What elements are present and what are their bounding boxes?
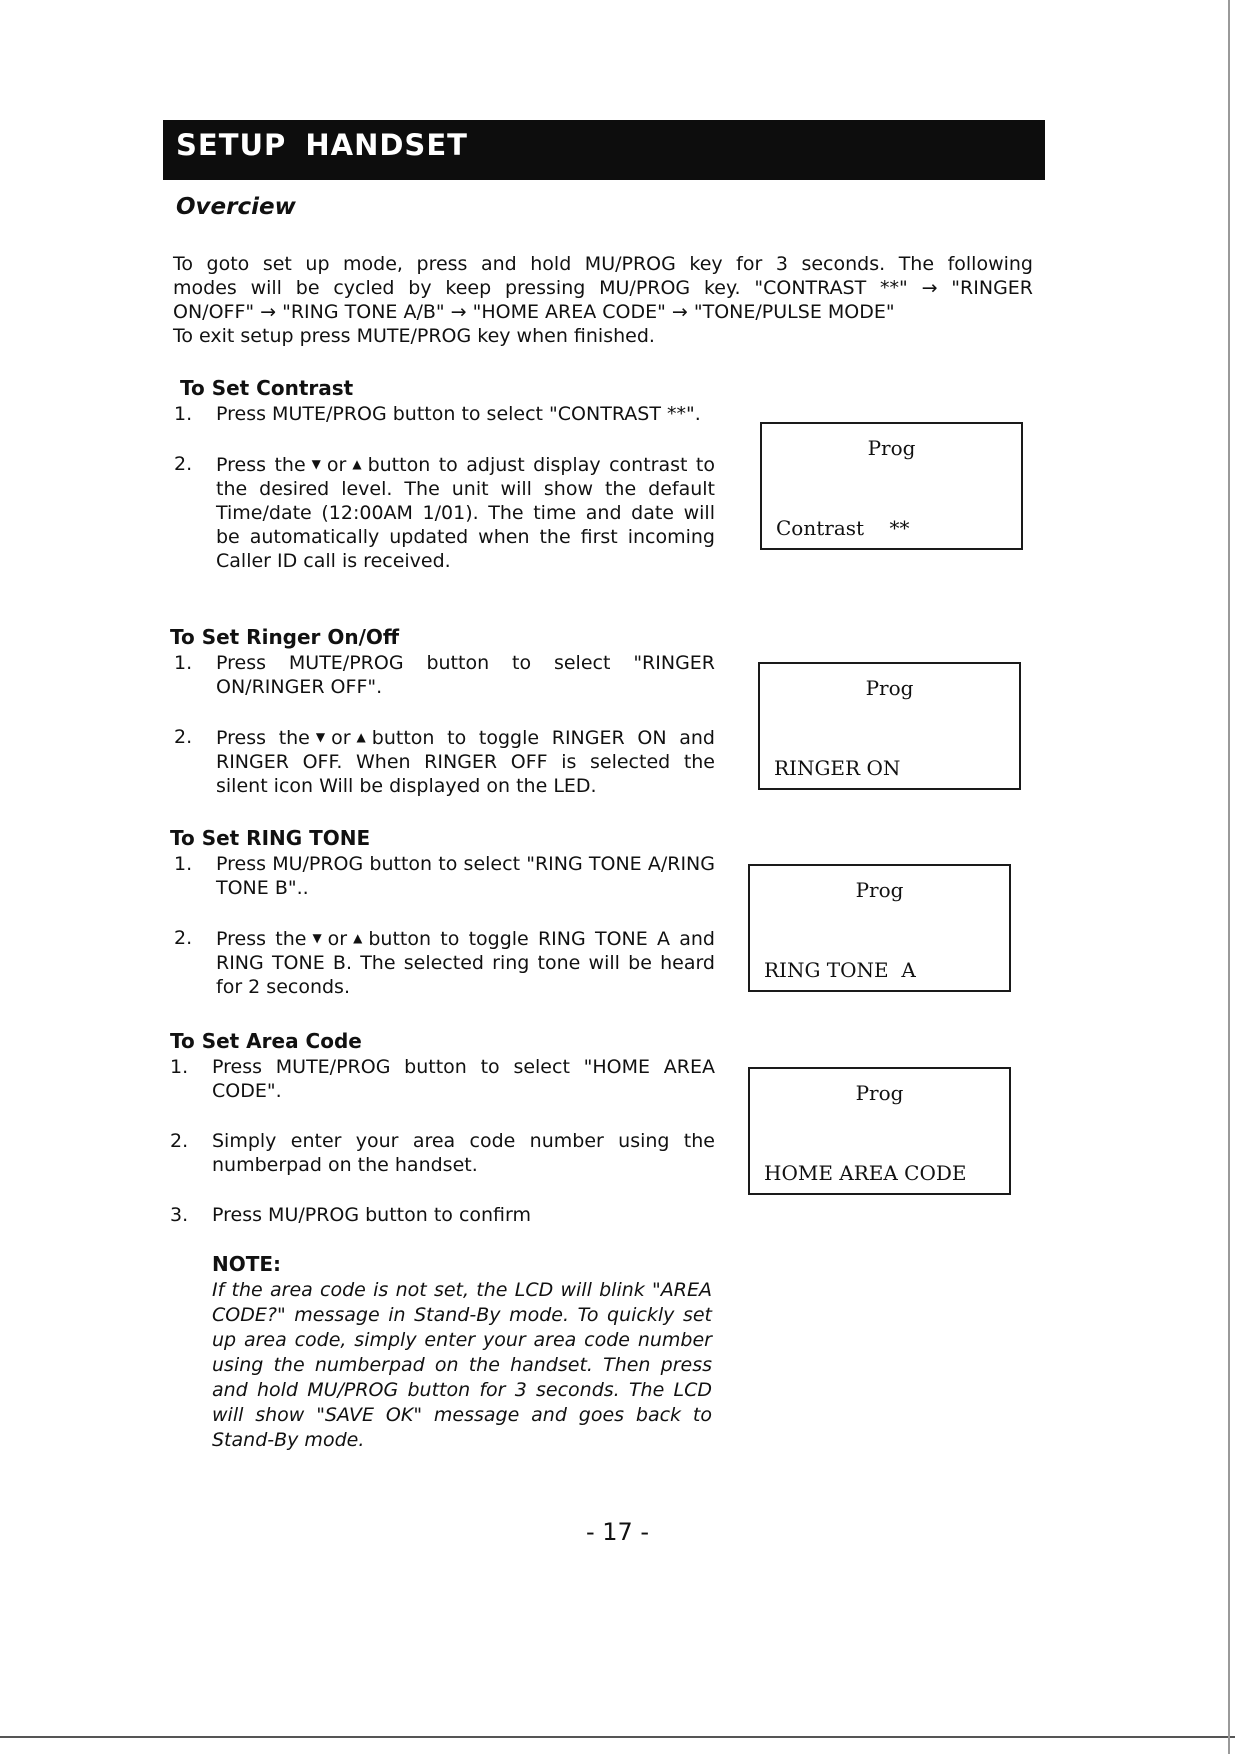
step-text-after: button to toggle RINGER ON and RINGER OFF. When RINGER OFF is selected the silent icon Will be displayed on the LED. (216, 727, 715, 797)
overview-heading: Overciew (176, 194, 296, 220)
note-box (212, 1252, 712, 1453)
overview-line: ON/OFF" → "RING TONE A/B" → "HOME AREA CODE" → "TONE/PULSE MODE" (173, 301, 895, 323)
step-item (174, 926, 715, 999)
step-item (174, 452, 715, 573)
step-number: 3. (170, 1204, 189, 1226)
step-text-or: or (331, 727, 351, 749)
step-text: Simply enter your area code number using the numberpad on the handset. (212, 1130, 715, 1176)
step-text: Press MUTE/PROG button to select "HOME AREA CODE". (212, 1056, 715, 1102)
step-text-or: or (326, 454, 347, 476)
section-contrast (170, 376, 715, 573)
step-text-before: Press the (216, 454, 306, 476)
section-heading: To Set Area Code (170, 1029, 362, 1053)
lcd-bottom-text: HOME AREA CODE (764, 1161, 967, 1185)
lcd-top-text: Prog (867, 436, 916, 460)
lcd-bottom-text: RINGER ON (774, 756, 901, 780)
lcd-display-areacode (748, 1067, 1011, 1195)
step-text-after: button to adjust display contrast to the desired level. The unit will show the default Time/date (12:00AM 1/01). The time and date will be automatically updated when the first incoming Caller ID call is received. (216, 454, 715, 572)
step-item (170, 1203, 715, 1227)
step-text (216, 926, 715, 999)
section-heading: To Set RING TONE (170, 826, 371, 850)
up-arrow-icon: ▲ (356, 730, 366, 744)
lcd-top-text: Prog (865, 676, 914, 700)
step-text: Press MUTE/PROG button to select "CONTRAST **". (216, 403, 701, 425)
section-ringer (170, 625, 715, 798)
lcd-display-contrast (760, 422, 1023, 550)
step-text: Press MUTE/PROG button to select "RINGER ON/RINGER OFF". (216, 652, 715, 698)
step-text-after: button to toggle RING TONE A and RING TONE B. The selected ring tone will be heard for 2 seconds. (216, 928, 715, 998)
header-bar (163, 120, 1045, 180)
lcd-top-text: Prog (855, 878, 904, 902)
step-item (174, 852, 715, 900)
step-item (174, 402, 715, 426)
step-number: 2. (174, 927, 193, 949)
step-text-before: Press the (216, 928, 307, 950)
bottom-rule (0, 1736, 1235, 1738)
note-heading: NOTE: (212, 1252, 282, 1276)
step-number: 1. (174, 403, 193, 425)
down-arrow-icon: ▼ (312, 931, 322, 945)
overview-paragraph (173, 252, 1033, 348)
overview-line: To exit setup press MUTE/PROG key when finished. (173, 325, 655, 347)
note-text: If the area code is not set, the LCD will blink "AREA CODE?" message in Stand-By mode. To quickly set up area code, simply enter your area code number using the numberpad on the handset. Then press and hold MU/PROG button for 3 seconds. The LCD will show "SAVE OK" message and goes back to Stand-By mode. (212, 1279, 712, 1451)
lcd-top-text: Prog (855, 1081, 904, 1105)
step-text: Press MU/PROG button to select "RING TONE A/RING TONE B".. (216, 853, 715, 899)
step-item (170, 1055, 715, 1103)
step-number: 2. (174, 453, 193, 475)
step-item (174, 651, 715, 699)
step-text-or: or (327, 928, 348, 950)
step-number: 2. (174, 726, 193, 748)
up-arrow-icon: ▲ (353, 931, 363, 945)
up-arrow-icon: ▲ (352, 457, 362, 471)
overview-line: To goto set up mode, press and hold MU/PROG key for 3 seconds. The following (173, 253, 1033, 275)
lcd-bottom-text: Contrast ** (776, 516, 910, 540)
step-text: Press MU/PROG button to confirm (212, 1204, 532, 1226)
lcd-bottom-text: RING TONE A (764, 958, 916, 982)
step-number: 1. (174, 853, 193, 875)
lcd-display-ringer (758, 662, 1021, 790)
section-areacode (170, 1029, 715, 1227)
overview-line: modes will be cycled by keep pressing MU/PROG key. "CONTRAST **" → "RINGER (173, 277, 1033, 299)
step-number: 1. (174, 652, 193, 674)
down-arrow-icon: ▼ (311, 457, 321, 471)
step-number: 1. (170, 1056, 189, 1078)
step-item (174, 725, 715, 798)
section-heading: To Set Ringer On/Off (170, 625, 400, 649)
page-title: SETUP HANDSET (176, 128, 468, 162)
step-text-before: Press the (216, 727, 310, 749)
step-text (216, 452, 715, 573)
section-heading: To Set Contrast (180, 376, 354, 400)
right-edge-rule (1228, 0, 1230, 1754)
page-number: - 17 - (585, 1518, 650, 1546)
step-text (216, 725, 715, 798)
down-arrow-icon: ▼ (315, 730, 326, 744)
step-item (170, 1129, 715, 1177)
section-ringtone (170, 826, 715, 999)
lcd-display-ringtone (748, 864, 1011, 992)
step-number: 2. (170, 1130, 189, 1152)
